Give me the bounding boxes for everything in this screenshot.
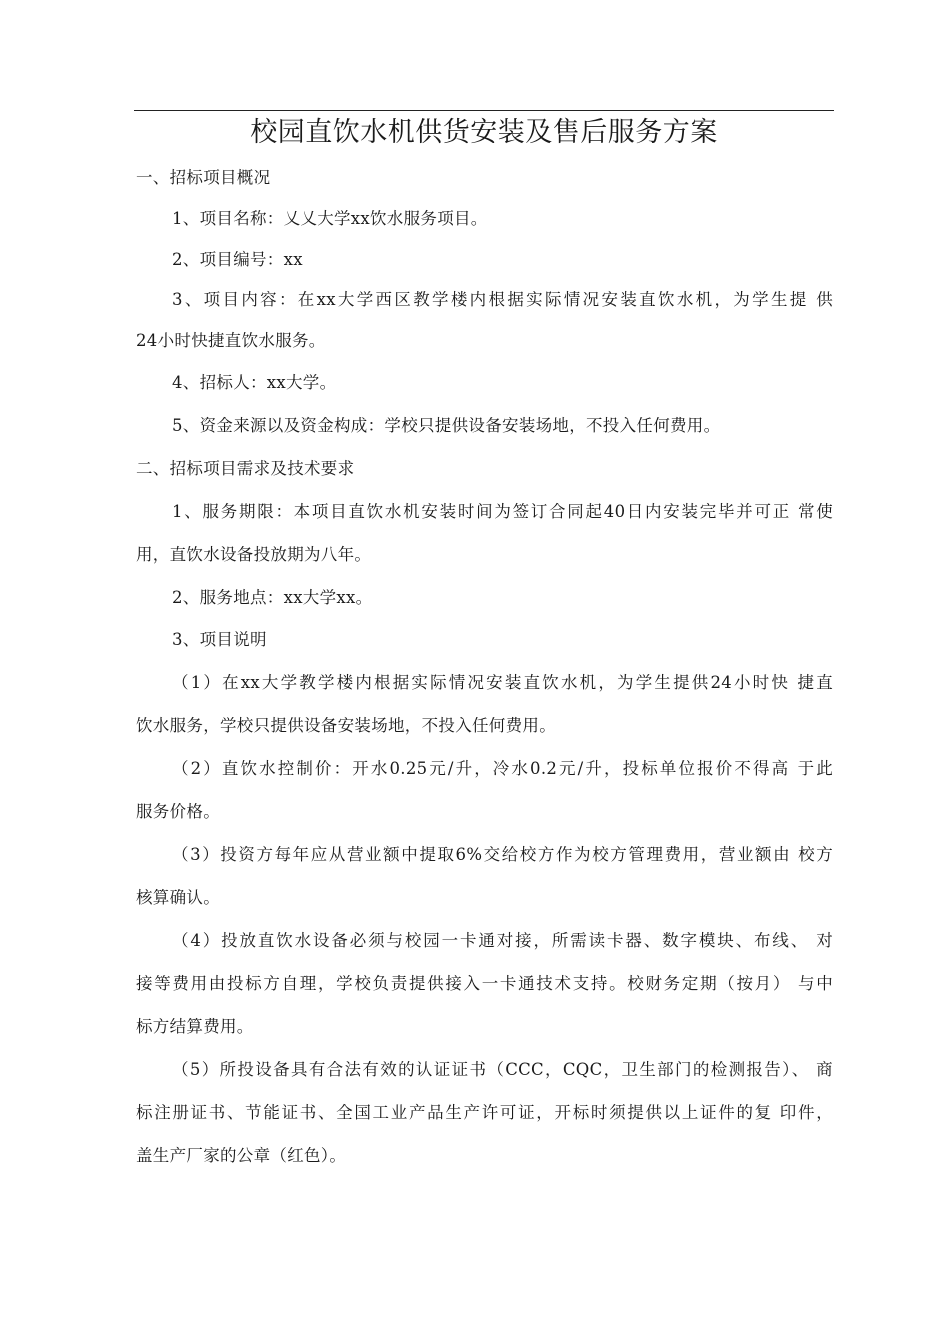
paragraph-line: 服务价格。 — [136, 802, 220, 821]
paragraph-line: 5、资金来源以及资金构成：学校只提供设备安装场地，不投入任何费用。 — [172, 416, 721, 435]
paragraph-line: 3、项目内容：在xx大学西区教学楼内根据实际情况安装直饮水机，为学生提 供 — [172, 290, 833, 309]
paragraph-line: 24小时快捷直饮水服务。 — [136, 331, 326, 350]
header-rule — [134, 110, 834, 111]
paragraph-line: （1）在xx大学教学楼内根据实际情况安装直饮水机，为学生提供24小时快 捷直 — [172, 673, 833, 692]
paragraph-line: 饮水服务，学校只提供设备安装场地，不投入任何费用。 — [136, 716, 556, 735]
paragraph-line: 接等费用由投标方自理，学校负责提供接入一卡通技术支持。校财务定期（按月） 与中 — [136, 974, 833, 993]
paragraph-line: 2、服务地点：xx大学xx。 — [172, 588, 373, 607]
paragraph-line: 标方结算费用。 — [136, 1017, 254, 1036]
paragraph-line: 盖生产厂家的公章（红色）。 — [136, 1146, 347, 1165]
document-title: 校园直饮水机供货安装及售后服务方案 — [250, 117, 718, 148]
paragraph-line: 3、项目说明 — [172, 630, 267, 649]
paragraph-line: 2、项目编号：xx — [172, 250, 303, 269]
paragraph-line: 1、项目名称：乂乂大学xx饮水服务项目。 — [172, 209, 488, 228]
paragraph-line: 用，直饮水设备投放期为八年。 — [136, 545, 372, 564]
paragraph-line: 核算确认。 — [136, 888, 220, 907]
section-heading-2: 二、招标项目需求及技术要求 — [136, 459, 355, 478]
paragraph-line: 标注册证书、节能证书、全国工业产品生产许可证，开标时须提供以上证件的复 印件， — [136, 1103, 833, 1122]
paragraph-line: （5）所投设备具有合法有效的认证证书（CCC，CQC，卫生部门的检测报告）、 商 — [172, 1060, 833, 1079]
paragraph-line: 4、招标人：xx大学。 — [172, 373, 337, 392]
paragraph-line: （4）投放直饮水设备必须与校园一卡通对接，所需读卡器、数字模块、布线、 对 — [172, 931, 833, 950]
paragraph-line: （2）直饮水控制价：开水0.25元/升，冷水0.2元/升，投标单位报价不得高 于此 — [172, 759, 833, 778]
paragraph-line: （3）投资方每年应从营业额中提取6%交给校方作为校方管理费用，营业额由 校方 — [172, 845, 833, 864]
paragraph-line: 1、服务期限：本项目直饮水机安装时间为签订合同起40日内安装完毕并可正 常使 — [172, 502, 833, 521]
section-heading-1: 一、招标项目概况 — [136, 168, 271, 187]
